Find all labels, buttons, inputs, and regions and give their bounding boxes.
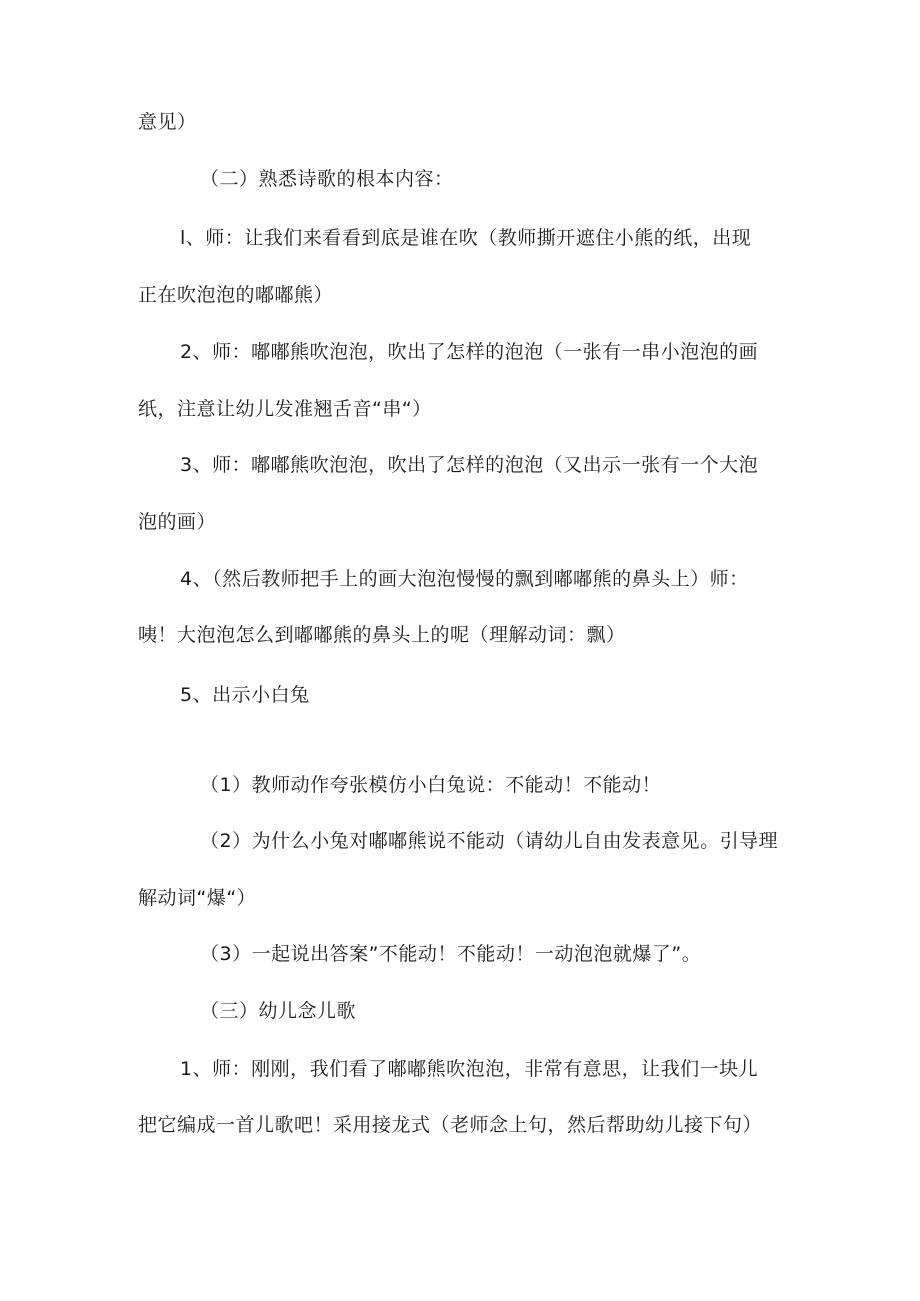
text-line-3: l、师：让我们来看看到底是谁在吹（教师撕开遮住小熊的纸，出现 — [180, 227, 752, 249]
text-line-13: （2）为什么小兔对嘟嘟熊说不能动（请幼儿自由发表意见。引导理 — [200, 830, 779, 852]
section-heading-3: （三）幼儿念儿歌 — [200, 1000, 357, 1022]
text-line-11: 5、出示小白兔 — [180, 684, 310, 706]
text-line-15: （3）一起说出答案”不能动！不能动！一动泡泡就爆了”。 — [200, 943, 702, 965]
section-heading-2: （二）熟悉诗歌的根本内容： — [200, 168, 454, 190]
text-line-8: 泡的画） — [138, 511, 217, 533]
text-line-12: （1）教师动作夸张模仿小白兔说：不能动！不能动！ — [200, 774, 662, 796]
text-line-1: 意见） — [138, 111, 197, 133]
text-line-5: 2、师：嘟嘟熊吹泡泡，吹出了怎样的泡泡（一张有一串小泡泡的画 — [180, 341, 759, 363]
text-line-10: 咦！大泡泡怎么到嘟嘟熊的鼻头上的呢（理解动词：飘） — [138, 624, 626, 646]
text-line-6: 纸，注意让幼儿发准翘舌音“串“） — [138, 398, 432, 420]
text-line-7: 3、师：嘟嘟熊吹泡泡，吹出了怎样的泡泡（又出示一张有一个大泡 — [180, 454, 759, 476]
text-line-9: 4、（然后教师把手上的画大泡泡慢慢的飘到嘟嘟熊的鼻头上）师： — [180, 568, 749, 590]
text-line-17: 1、师：刚刚，我们看了嘟嘟熊吹泡泡，非常有意思，让我们一块儿 — [180, 1058, 759, 1080]
text-line-18: 把它编成一首儿歌吧！采用接龙式（老师念上句，然后帮助幼儿接下句） — [138, 1114, 763, 1136]
text-line-14: 解动词“爆“） — [138, 887, 257, 909]
text-line-4: 正在吹泡泡的嘟嘟熊） — [138, 284, 334, 306]
